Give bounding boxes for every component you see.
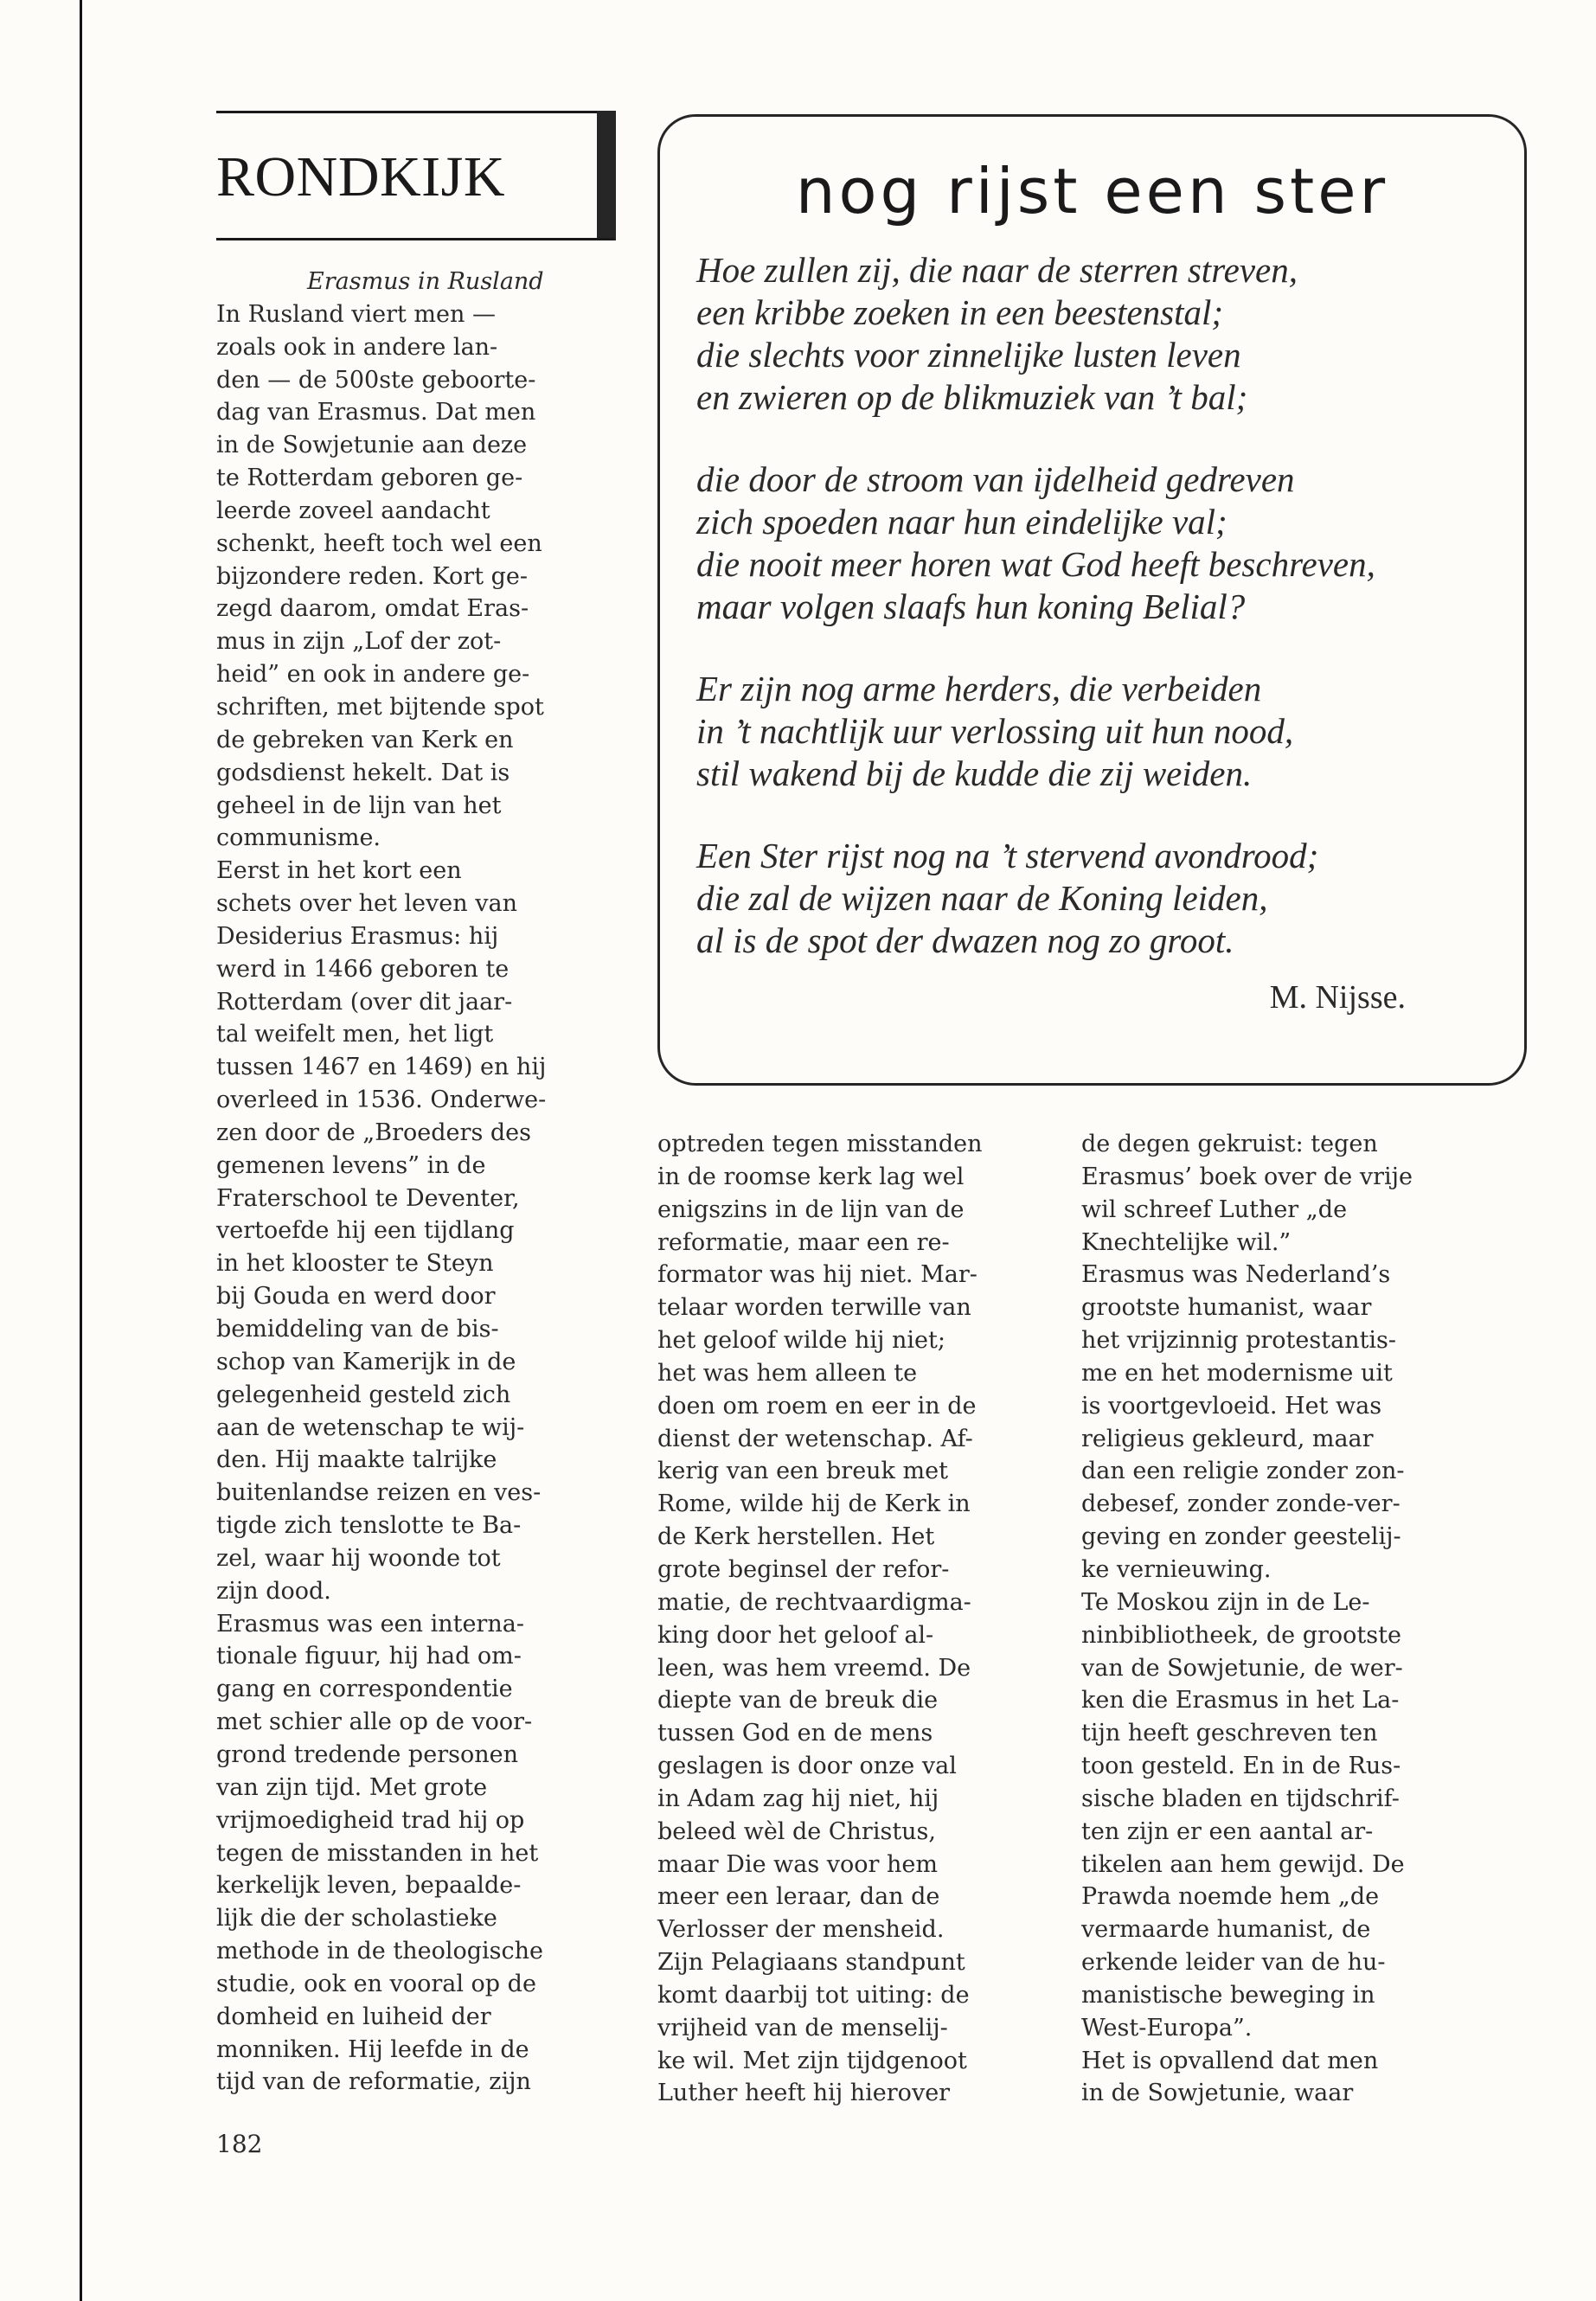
text-line: te Rotterdam geboren ge-: [216, 465, 523, 492]
text-line: zegd daarom, omdat Eras-: [216, 595, 529, 623]
section-title: RONDKIJK: [216, 145, 505, 208]
poem-stanza: [696, 835, 1492, 962]
text-line: werd in 1466 geboren te: [216, 955, 510, 983]
text-line: vrijheid van de menselij-: [657, 2014, 948, 2041]
text-line: enigszins in de lijn van de: [657, 1195, 965, 1223]
text-line: ke vernieuwing.: [1081, 1555, 1272, 1583]
text-line: formator was hij niet. Mar-: [657, 1261, 977, 1289]
poem-line: Een Ster rijst nog na ’t stervend avondrood;: [696, 836, 1319, 875]
text-line: zel, waar hij woonde tot: [216, 1544, 501, 1572]
text-line: schenkt, heeft toch wel een: [216, 529, 542, 557]
text-line: de degen gekruist: tegen: [1081, 1131, 1378, 1157]
poem-line: een kribbe zoeken in een beestenstal;: [696, 292, 1224, 332]
text-line: in de roomse kerk lag wel: [657, 1163, 965, 1190]
page-number: 182: [216, 2130, 263, 2158]
text-line: tussen 1467 en 1469) en hij: [216, 1054, 547, 1081]
text-line: heid” en ook in andere ge-: [216, 661, 530, 689]
text-line: me en het modernisme uit: [1081, 1359, 1393, 1387]
text-line: Eerst in het kort een: [216, 857, 462, 885]
text-line: grootste humanist, waar: [1081, 1294, 1372, 1322]
text-line: reformatie, maar een re-: [657, 1228, 950, 1256]
text-line: de Kerk herstellen. Het: [657, 1523, 935, 1551]
poem-line: Hoe zullen zij, die naar de sterren streven,: [696, 250, 1298, 290]
text-line: kerkelijk leven, bepaalde-: [216, 1872, 522, 1900]
text-line: vertoefde hij een tijdlang: [216, 1217, 515, 1245]
text-line: sische bladen en tijdschrif-: [1081, 1785, 1400, 1812]
text-line: gang en correspondentie: [216, 1676, 513, 1703]
masthead-bottom-rule: [216, 238, 614, 240]
text-line: Knechtelijke wil.”: [1081, 1228, 1292, 1256]
text-line: het was hem alleen te: [657, 1359, 918, 1387]
text-line: in de Sowjetunie aan deze: [216, 432, 528, 459]
text-line: doen om roem en eer in de: [657, 1392, 977, 1420]
article-column-right: [1081, 1128, 1479, 2110]
text-line: mus in zijn „Lof der zot-: [216, 628, 502, 656]
text-line: in de Sowjetunie, waar: [1081, 2080, 1354, 2107]
page-edge-line: [80, 0, 82, 2301]
text-line: dan een religie zonder zon-: [1081, 1458, 1405, 1485]
text-line: schop van Kamerijk in de: [216, 1348, 516, 1375]
text-line: wil schreef Luther „de: [1081, 1195, 1348, 1223]
text-line: Erasmus was een interna-: [216, 1610, 524, 1638]
text-line: debesef, zonder zonde-ver-: [1081, 1490, 1401, 1518]
text-line: Te Moskou zijn in de Le-: [1081, 1588, 1370, 1616]
text-line: meer een leraar, dan de: [657, 1883, 940, 1911]
text-line: telaar worden terwille van: [657, 1294, 971, 1322]
poem-line: die nooit meer horen wat God heeft beschreven,: [696, 544, 1375, 584]
text-line: West-Europa”.: [1081, 2014, 1253, 2041]
text-line: leen, was hem vreemd. De: [657, 1654, 971, 1682]
text-line: lijk die der scholastieke: [216, 1905, 497, 1932]
text-line: van zijn tijd. Met grote: [216, 1773, 488, 1801]
text-line: Fraterschool te Deventer,: [216, 1184, 520, 1212]
text-line: zoals ook in andere lan-: [216, 333, 498, 361]
poem-line: in ’t nachtlijk uur verlossing uit hun nood,: [696, 711, 1294, 751]
text-line: geving en zonder geestelij-: [1081, 1523, 1401, 1551]
text-line: toon gesteld. En in de Rus-: [1081, 1753, 1401, 1780]
poem-line: die zal de wijzen naar de Koning leiden,: [696, 878, 1268, 918]
text-line: matie, de rechtvaardigma-: [657, 1588, 971, 1616]
text-line: Erasmus’ boek over de vrije: [1081, 1163, 1413, 1190]
text-line: optreden tegen misstanden: [657, 1131, 983, 1157]
text-line: het geloof wilde hij niet;: [657, 1327, 945, 1355]
text-line: Prawda noemde hem „de: [1081, 1883, 1380, 1911]
text-line: studie, ook en vooral op de: [216, 1970, 536, 1997]
text-line: bemiddeling van de bis-: [216, 1316, 499, 1343]
text-line: tussen God en de mens: [657, 1720, 933, 1747]
text-line: ninbibliotheek, de grootste: [1081, 1621, 1401, 1649]
text-line: dienst der wetenschap. Af-: [657, 1425, 973, 1452]
text-line: van de Sowjetunie, de wer-: [1081, 1654, 1403, 1682]
text-line: vermaarde humanist, de: [1081, 1916, 1371, 1944]
poem-stanza: [696, 249, 1492, 419]
text-line: Het is opvallend dat men: [1081, 2047, 1379, 2074]
text-line: schets over het leven van: [216, 890, 517, 918]
poem-line: Er zijn nog arme herders, die verbeiden: [696, 669, 1262, 708]
text-line: het vrijzinnig protestantis-: [1081, 1327, 1397, 1355]
text-line: den — de 500ste geboorte-: [216, 366, 536, 394]
text-line: geslagen is door onze val: [657, 1753, 957, 1780]
text-line: tigde zich tenslotte te Ba-: [216, 1512, 522, 1540]
poem-stanza: [696, 668, 1492, 795]
text-line: gemenen levens” in de: [216, 1151, 486, 1179]
text-line: beleed wèl de Christus,: [657, 1817, 936, 1845]
article-column-middle: [657, 1128, 1047, 2110]
poem-line: stil wakend bij de kudde die zij weiden.: [696, 753, 1253, 793]
text-line: grond tredende personen: [216, 1740, 518, 1768]
text-line: zijn dood.: [216, 1577, 331, 1605]
text-line: kerig van een breuk met: [657, 1458, 948, 1485]
text-line: grote beginsel der refor-: [657, 1555, 950, 1583]
text-line: gelegenheid gesteld zich: [216, 1381, 511, 1408]
text-line: tionale figuur, hij had om-: [216, 1643, 522, 1670]
article-column-left: [216, 266, 610, 2099]
text-line: tijn heeft geschreven ten: [1081, 1720, 1378, 1747]
text-line: godsdienst hekelt. Dat is: [216, 759, 510, 786]
text-line: de gebreken van Kerk en: [216, 726, 514, 753]
poem-stanza: [696, 458, 1492, 628]
text-line: geheel in de lijn van het: [216, 792, 502, 819]
text-line: ten zijn er een aantal ar-: [1081, 1817, 1374, 1845]
text-line: religieus gekleurd, maar: [1081, 1425, 1374, 1452]
text-line: ke wil. Met zijn tijdgenoot: [657, 2047, 967, 2074]
text-line: met schier alle op de voor-: [216, 1708, 533, 1736]
text-line: aan de wetenschap te wij-: [216, 1413, 525, 1441]
text-line: tegen de misstanden in het: [216, 1839, 539, 1867]
text-line: tikelen aan hem gewijd. De: [1081, 1850, 1405, 1878]
text-line: domheid en luiheid der: [216, 2003, 491, 2030]
text-line: ken die Erasmus in het La-: [1081, 1687, 1400, 1715]
text-line: leerde zoveel aandacht: [216, 497, 490, 524]
text-line: In Rusland viert men —: [216, 300, 496, 328]
text-line: vrijmoedigheid trad hij op: [216, 1806, 525, 1834]
text-line: diepte van de breuk die: [657, 1687, 939, 1715]
text-line: manistische beweging in: [1081, 1981, 1375, 2009]
poem-line: maar volgen slaafs hun koning Belial?: [696, 586, 1246, 626]
poem-body: [696, 249, 1492, 1002]
poem-title: nog rijst een ster: [795, 155, 1389, 228]
masthead-side-bar: [597, 111, 616, 240]
poem-line: zich spoeden naar hun eindelijke val;: [696, 502, 1227, 542]
text-line: Luther heeft hij hierover: [657, 2080, 951, 2107]
text-line: maar Die was voor hem: [657, 1850, 938, 1878]
text-line: den. Hij maakte talrijke: [216, 1446, 497, 1474]
text-line: zen door de „Broeders des: [216, 1118, 531, 1146]
text-line: monniken. Hij leefde in de: [216, 2035, 529, 2063]
text-line: schriften, met bijtende spot: [216, 693, 544, 721]
text-line: is voortgevloeid. Het was: [1081, 1392, 1382, 1420]
text-line: buitenlandse reizen en ves-: [216, 1479, 542, 1507]
text-line: tijd van de reformatie, zijn: [216, 2068, 531, 2096]
poem-line: die slechts voor zinnelijke lusten leven: [696, 335, 1241, 375]
text-line: Rotterdam (over dit jaar-: [216, 988, 513, 1016]
text-line: bijzondere reden. Kort ge-: [216, 562, 529, 590]
poem-line: die door de stroom van ijdelheid gedreven: [696, 459, 1295, 499]
text-line: dag van Erasmus. Dat men: [216, 399, 536, 426]
text-line: komt daarbij tot uiting: de: [657, 1981, 970, 2009]
text-line: bij Gouda en werd door: [216, 1283, 496, 1311]
text-line: Rome, wilde hij de Kerk in: [657, 1490, 971, 1518]
masthead-top-rule: [216, 111, 614, 113]
text-line: methode in de theologische: [216, 1938, 543, 1965]
article-subtitle: Erasmus in Rusland: [307, 268, 544, 295]
text-line: king door het geloof al-: [657, 1621, 934, 1649]
text-line: Zijn Pelagiaans standpunt: [657, 1949, 965, 1977]
text-line: Desiderius Erasmus: hij: [216, 922, 499, 950]
text-line: erkende leider van de hu-: [1081, 1949, 1386, 1977]
text-line: communisme.: [216, 824, 381, 852]
text-line: tal weifelt men, het ligt: [216, 1021, 494, 1048]
text-line: in het klooster te Steyn: [216, 1250, 494, 1278]
poem-author: M. Nijsse.: [1269, 979, 1406, 1016]
poem-line: al is de spot der dwazen nog zo groot.: [696, 920, 1234, 960]
column-left-lines: [216, 298, 610, 2099]
text-line: Verlosser der mensheid.: [657, 1916, 945, 1944]
text-line: Erasmus was Nederland’s: [1081, 1261, 1391, 1289]
text-line: overleed in 1536. Onderwe-: [216, 1086, 547, 1114]
text-line: in Adam zag hij niet, hij: [657, 1785, 939, 1812]
poem-line: en zwieren op de blikmuziek van ’t bal;: [696, 377, 1248, 417]
